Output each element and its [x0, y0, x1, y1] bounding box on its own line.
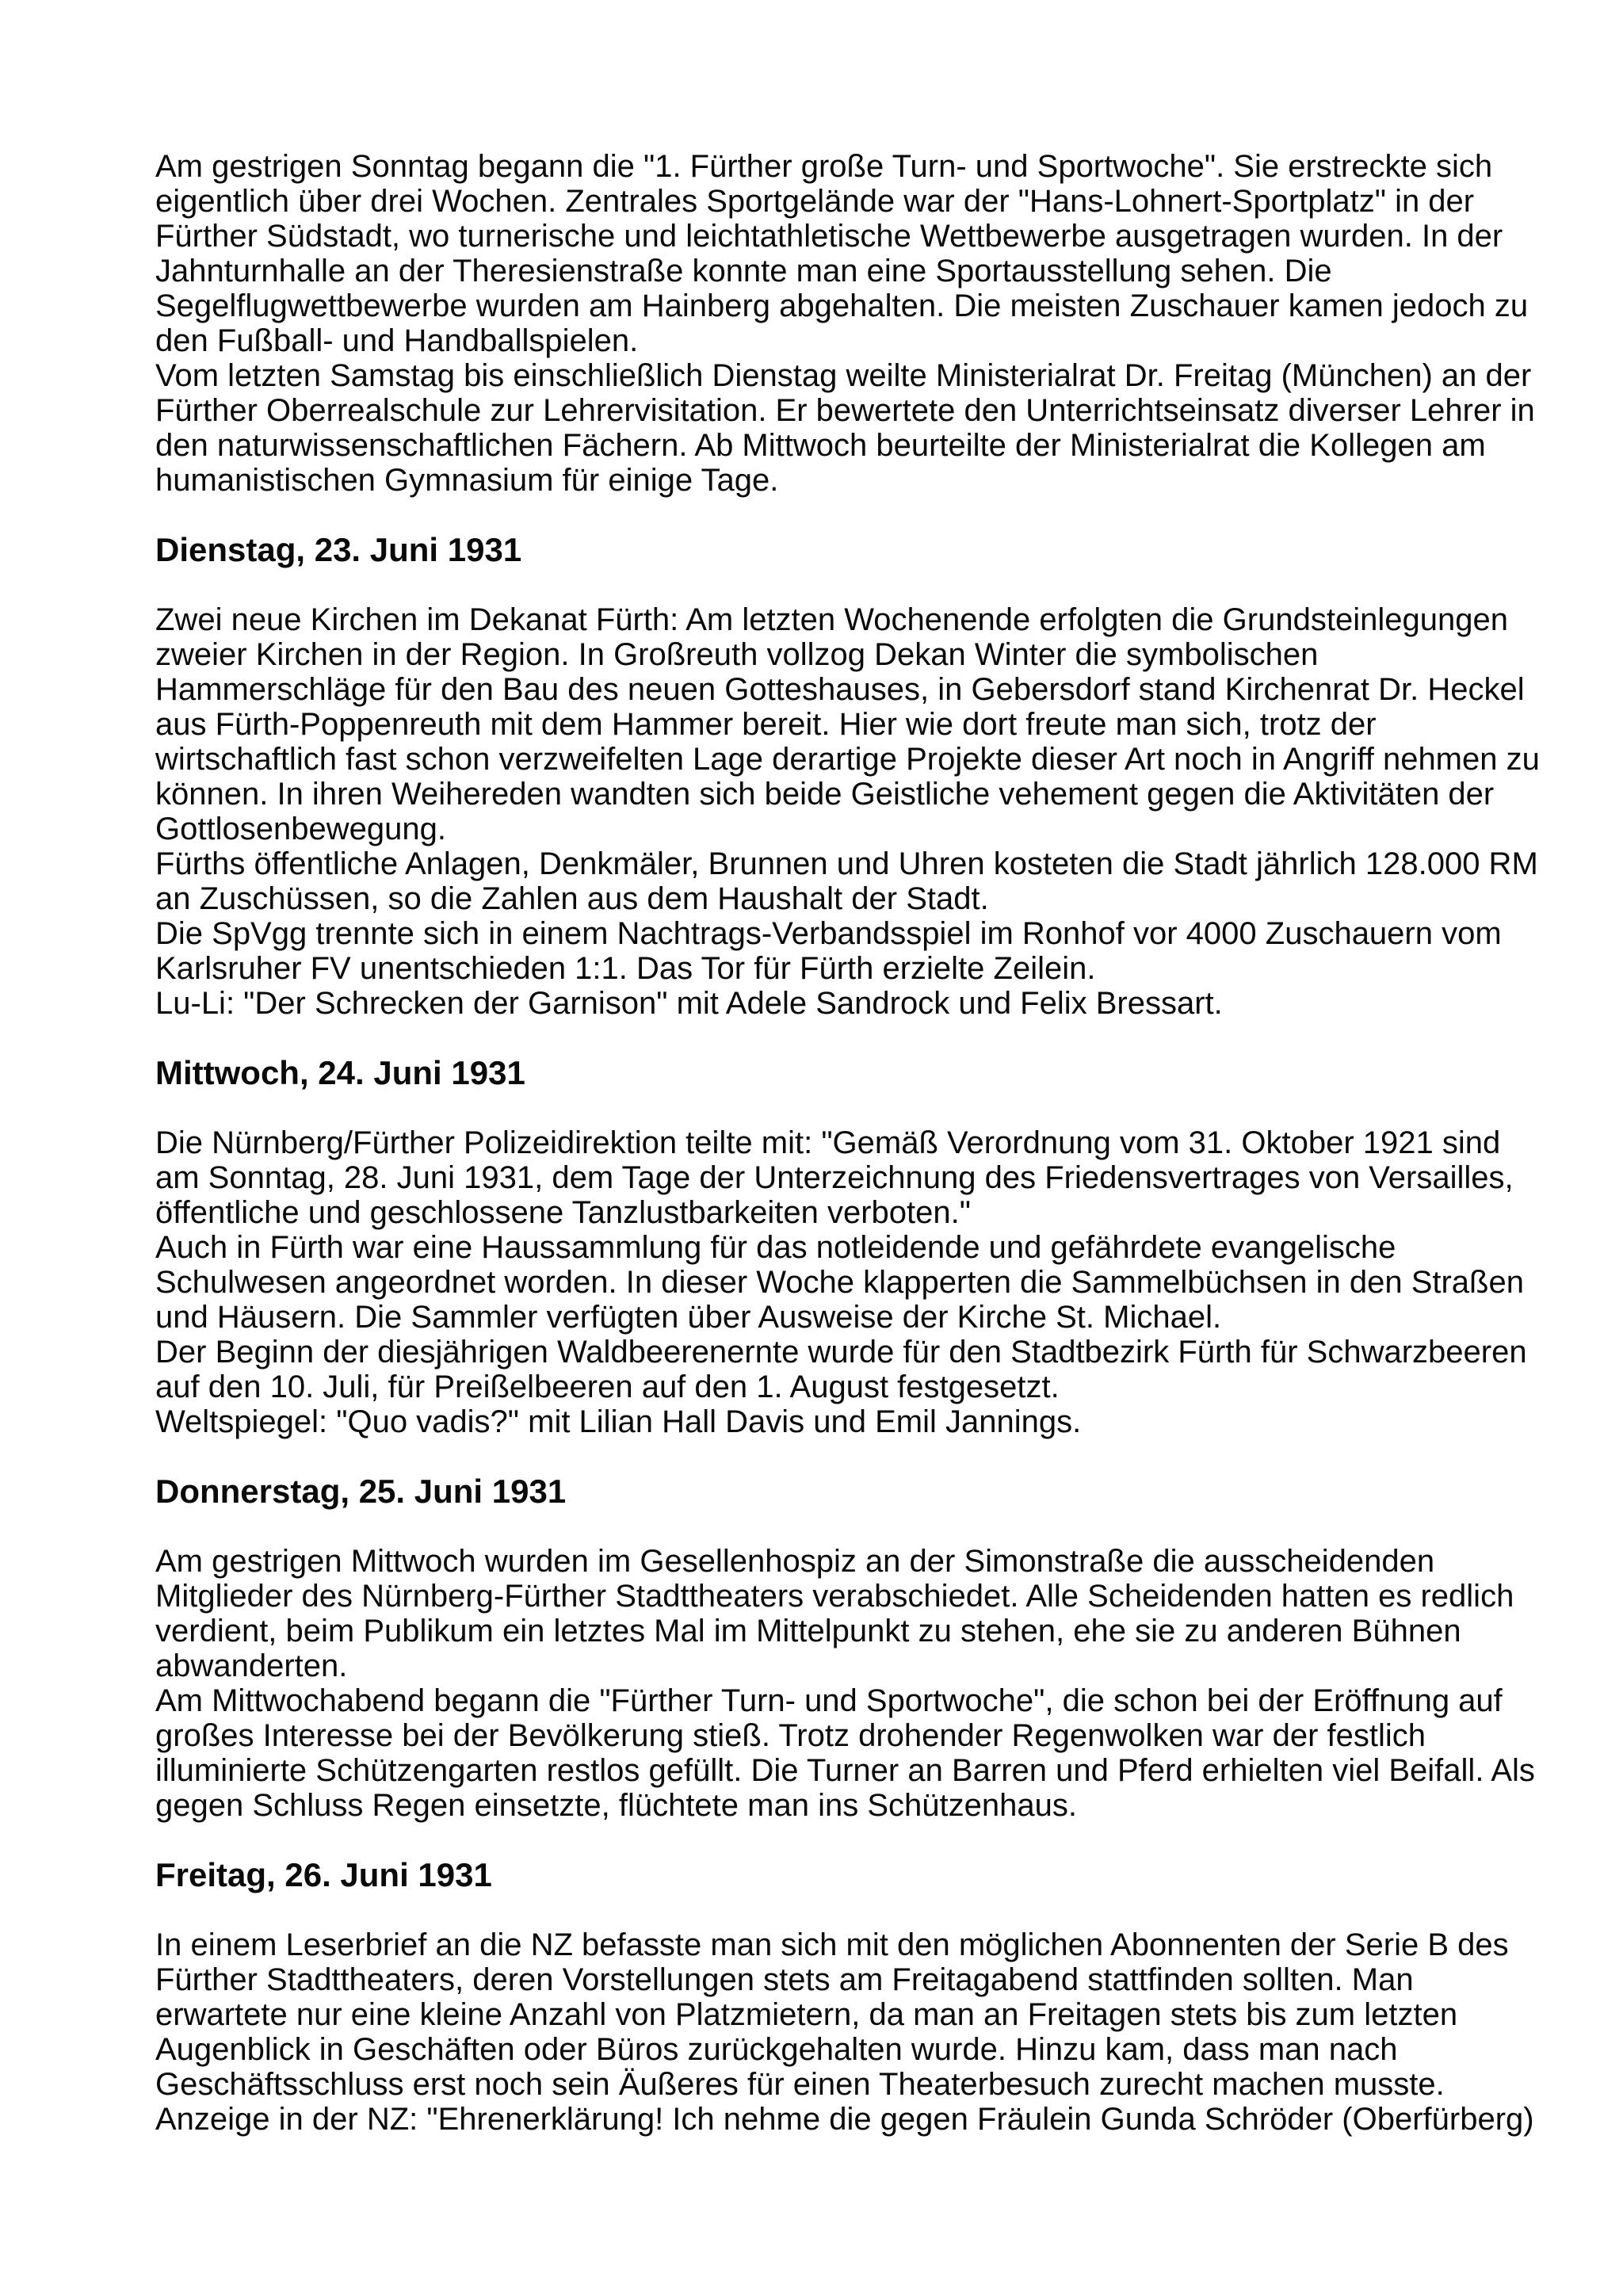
text-line: Karlsruher FV unentschieden 1:1. Das Tor für Fürth erzielte Zeilein.	[155, 951, 1096, 986]
day-heading: Freitag, 26. Juni 1931	[155, 1856, 492, 1893]
text-line: Am Mittwochabend begann die "Fürther Turn- und Sportwoche", die schon bei der Eröffnung auf	[155, 1683, 1503, 1718]
text-line: an Zuschüssen, so die Zahlen aus dem Haushalt der Stadt.	[155, 881, 989, 916]
text-line: Hammerschläge für den Bau des neuen Gotteshauses, in Gebersdorf stand Kirchenrat Dr. Heckel	[155, 672, 1525, 707]
text-line: Die SpVgg trennte sich in einem Nachtrags-Verbandsspiel im Ronhof vor 4000 Zuschauern vom	[155, 916, 1502, 951]
text-line: öffentliche und geschlossene Tanzlustbarkeiten verboten."	[155, 1195, 971, 1230]
paragraph-block	[155, 1927, 1534, 2137]
text-line: Segelflugwettbewerbe wurden am Hainberg abgehalten. Die meisten Zuschauer kamen jedoch zu	[155, 288, 1529, 323]
day-heading: Dienstag, 23. Juni 1931	[155, 531, 522, 568]
text-line: Schulwesen angeordnet worden. In dieser Woche klapperten die Sammelbüchsen in den Straßen	[155, 1265, 1524, 1300]
text-line: Zwei neue Kirchen im Dekanat Fürth: Am letzten Wochenende erfolgten die Grundsteinlegungen	[155, 602, 1508, 637]
text-line: Der Beginn der diesjährigen Waldbeerenernte wurde für den Stadtbezirk Fürth für Schwarzbeeren	[155, 1335, 1527, 1370]
text-line: Fürther Stadttheaters, deren Vorstellungen stets am Freitagabend stattfinden sollten. Man	[155, 1962, 1414, 1997]
text-line: erwartete nur eine kleine Anzahl von Platzmietern, da man an Freitagen stets bis zum letzten	[155, 1997, 1458, 2032]
text-line: am Sonntag, 28. Juni 1931, dem Tage der Unterzeichnung des Friedensvertrages von Versailles,	[155, 1160, 1514, 1195]
text-line: humanistischen Gymnasium für einige Tage.	[155, 463, 779, 498]
text-line: und Häusern. Die Sammler verfügten über Ausweise der Kirche St. Michael.	[155, 1300, 1222, 1335]
text-line: wirtschaftlich fast schon verzweifelten Lage derartige Projekte dieser Art noch in Angriff nehmen zu	[155, 742, 1540, 777]
paragraph-block	[155, 602, 1540, 1021]
text-line: können. In ihren Weihereden wandten sich beide Geistliche vehement gegen die Aktivitäten der	[155, 777, 1495, 812]
text-line: Am gestrigen Mittwoch wurden im Gesellenhospiz an der Simonstraße die ausscheidenden	[155, 1544, 1435, 1579]
text-line: Gottlosenbewegung.	[155, 812, 446, 846]
text-line: Fürther Südstadt, wo turnerische und leichtathletische Wettbewerbe ausgetragen wurden. In der	[155, 219, 1503, 254]
text-line: Fürths öffentliche Anlagen, Denkmäler, Brunnen und Uhren kosteten die Stadt jährlich 128.000 RM	[155, 846, 1538, 881]
text-line: Die Nürnberg/Fürther Polizeidirektion teilte mit: "Gemäß Verordnung vom 31. Oktober 1921 sind	[155, 1125, 1501, 1160]
text-line: abwanderten.	[155, 1648, 348, 1683]
document-content	[155, 149, 1540, 2172]
text-line: aus Fürth-Poppenreuth mit dem Hammer bereit. Hier wie dort freute man sich, trotz der	[155, 707, 1377, 742]
text-line: Jahnturnhalle an der Theresienstraße konnte man eine Sportausstellung sehen. Die	[155, 254, 1332, 288]
text-line: Lu-Li: "Der Schrecken der Garnison" mit Adele Sandrock und Felix Bressart.	[155, 986, 1223, 1021]
paragraph-block	[155, 149, 1535, 498]
text-line: den naturwissenschaftlichen Fächern. Ab Mittwoch beurteilte der Ministerialrat die Kollegen am	[155, 428, 1486, 463]
text-line: verdient, beim Publikum ein letztes Mal im Mittelpunkt zu stehen, ehe sie zu anderen Bühnen	[155, 1614, 1461, 1648]
text-line: Am gestrigen Sonntag begann die "1. Fürther große Turn- und Sportwoche". Sie erstreckte sich	[155, 149, 1493, 184]
text-line: zweier Kirchen in der Region. In Großreuth vollzog Dekan Winter die symbolischen	[155, 637, 1319, 672]
text-line: Auch in Fürth war eine Haussammlung für das notleidende und gefährdete evangelische	[155, 1230, 1396, 1265]
text-line: In einem Leserbrief an die NZ befasste man sich mit den möglichen Abonnenten der Serie B des	[155, 1927, 1509, 1962]
text-line: gegen Schluss Regen einsetzte, flüchtete man ins Schützenhaus.	[155, 1788, 1077, 1823]
text-line: Fürther Oberrealschule zur Lehrervisitation. Er bewertete den Unterrichtseinsatz diverser Lehrer in	[155, 393, 1535, 428]
text-line: Mitglieder des Nürnberg-Fürther Stadttheaters verabschiedet. Alle Scheidenden hatten es redlich	[155, 1579, 1514, 1614]
text-line: eigentlich über drei Wochen. Zentrales Sportgelände war der "Hans-Lohnert-Sportplatz" in der	[155, 184, 1475, 219]
day-heading: Mittwoch, 24. Juni 1931	[155, 1054, 525, 1091]
text-line: Vom letzten Samstag bis einschließlich Dienstag weilte Ministerialrat Dr. Freitag (München) an der	[155, 358, 1532, 393]
paragraph-block	[155, 1544, 1535, 1823]
text-line: auf den 10. Juli, für Preißelbeeren auf den 1. August festgesetzt.	[155, 1370, 1060, 1404]
text-line: Anzeige in der NZ: "Ehrenerklärung! Ich nehme die gegen Fräulein Gunda Schröder (Oberfürberg)	[155, 2102, 1534, 2137]
paragraph-block	[155, 1125, 1527, 1439]
text-line: den Fußball- und Handballspielen.	[155, 323, 639, 358]
text-line: illuminierte Schützengarten restlos gefüllt. Die Turner an Barren und Pferd erhielten viel Beifall. Als	[155, 1753, 1535, 1788]
text-line: Augenblick in Geschäften oder Büros zurückgehalten wurde. Hinzu kam, dass man nach	[155, 2032, 1398, 2067]
text-line: großes Interesse bei der Bevölkerung stieß. Trotz drohender Regenwolken war der festlich	[155, 1718, 1426, 1753]
text-line: Weltspiegel: "Quo vadis?" mit Lilian Hall Davis und Emil Jannings.	[155, 1404, 1082, 1439]
text-line: Geschäftsschluss erst noch sein Äußeres für einen Theaterbesuch zurecht machen musste.	[155, 2067, 1445, 2102]
day-heading: Donnerstag, 25. Juni 1931	[155, 1473, 567, 1510]
